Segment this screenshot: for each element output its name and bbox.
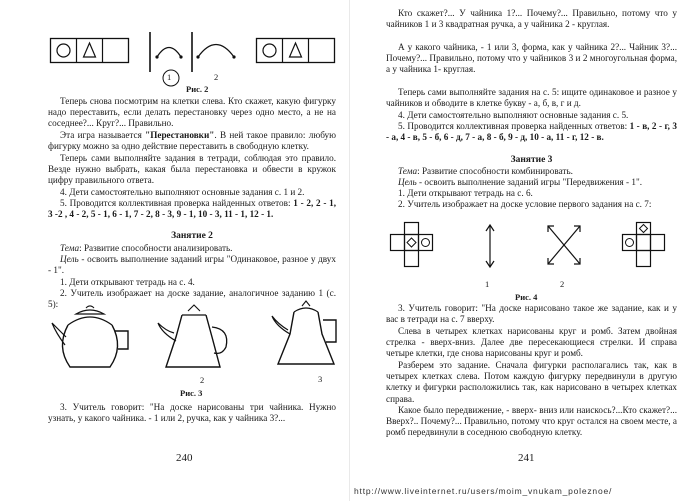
lesson-3-title: Занятие 3 [510,155,553,165]
right-item-4: 4. Дети самостоятельно выполняют основные задания с. 5. [398,110,629,120]
paragraph-instructions: Теперь сами выполняйте задания в тетради, соблюдая это правило. Везде нужно выбрать, какая была перестановка и обвести в кружок цифру правильного ответа. [48,153,336,186]
fig2-options [145,30,240,88]
paragraph-cells-description: Слева в четырех клетках нарисованы круг и ромб. Затем двойная стрелка - вверх-вниз. Далее две пересекающиеся стрелки. И справа четыре клетки, где снова нарисованы круг и ромб. [386,326,677,359]
fig2-label-2: 2 [214,72,219,82]
lesson-2-topic: Тема: Развитие способности анализировать. [60,243,233,253]
teapot-label-2: 2 [200,375,205,385]
teapot-label-3: 3 [318,374,323,384]
lesson-3-item-2: 2. Учитель изображает на доске условие первого задания на с. 7: [398,199,652,209]
paragraph-task: Теперь сами выполняйте задания на с. 5: ищите одинаковое и разное у чайников и обводите в клетке букву - а, б, в, г и д. [386,87,677,109]
teapot-3 [268,300,340,378]
left-page-number: 240 [176,452,193,464]
item-5: 5. Проводится коллективная проверка найденных ответов: 1 - 2, 2 - 1, 3 -2 , 4 - 2, 5 - 1, 6 - 1, 7 - 2, 8 - 3, 9 - 1, 10 - 3, 11 - 1, 12 - 1. [48,198,337,220]
lesson-2-item-3: 3. Учитель говорит: "На доске нарисованы три чайника. Нужно узнать, у какого чайника. - 1 или 2, ручка, как у чайника 3?... [48,402,336,424]
fig4-caption: Рис. 4 [515,292,538,302]
fig4-left-cross-grid [390,222,450,272]
fig3-caption: Рис. 3 [180,388,203,398]
lesson-2-title: Занятие 2 [171,231,213,241]
teapot-2 [156,303,236,379]
fig4-label-2: 2 [560,279,565,289]
item-4: 4. Дети самостоятельно выполняют основные задания с. 1 и 2. [60,187,305,197]
lesson-2-goal: Цель - освоить выполнение заданий игры "Одинаковое, разное у двух - 1". [48,254,336,276]
right-page [350,0,699,501]
teapot-1 [52,303,138,375]
fig2-label-1: 1 [167,72,172,82]
fig2-right-grid [256,38,336,64]
paragraph-intro: Теперь снова посмотрим на клетки слева. Кто скажет, какую фигурку надо переставить, если делать перестановку через одно место, а не на соседнее?... Круг?... Правильно. [48,96,336,129]
fig4-right-cross-grid [622,222,682,272]
lesson-2-item-1: 1. Дети открывают тетрадь на с. 4. [60,277,195,287]
paragraph-teapot-1: Кто скажет?... У чайника 1?... Почему?... Правильно, потому что у чайников 1 и 3 квадратная ручка, а у чайника 2 - круглая. [386,8,677,30]
fig4-vertical-arrow [480,222,500,272]
paragraph-question: Какое было передвижение, - вверх- вниз или наискось?...Кто скажет?... Вверх?.. Почему?... Правильно, потому что круг остался на своем месте, а ромб передвинули в соседнюю свободную клетку. [386,405,677,438]
lesson-3-item-1: 1. Дети открывают тетрадь на с. 6. [398,188,533,198]
lesson-3-item-3: 3. Учитель говорит: "На доске нарисовано такое же задание, как и у вас в тетради на с. 7 вверху. [386,303,677,325]
right-item-5: 5. Проводится коллективная проверка найденных ответов: 1 - в, 2 - г, 3 - а, 4 - в, 5 - б, 6 - д, 7 - а, 8 - б, 9 - д, 10 - а, 11 - г, 12 - в. [386,121,677,143]
lesson-2-item-2: 2. Учитель изображает на доске задание, аналогичное заданию 1 (с. 5): [48,288,336,310]
paragraph-teapot-2: А у какого чайника, - 1 или 3, форма, как у чайника 2?... Чайник 3?... Почему?... Правильно, потому что у чайников 3 и 2 многоугольная форма, а у чайника 1- круглая. [386,42,677,75]
right-page-number: 241 [518,452,535,464]
fig2-left-grid [50,38,130,64]
lesson-3-goal: Цель - освоить выполнение заданий игры "Передвижения - 1". [398,177,643,187]
fig2-caption: Рис. 2 [186,84,209,94]
paragraph-analysis: Разберем это задание. Сначала фигурки располагались так, как в четырех клетках слева. Потом каждую фигурку передвинули в другую клетку и фигурки расположились так, как нарисовано в четырех клетках справа. [386,360,677,404]
watermark-url: http://www.liveinternet.ru/users/moim_vnukam_poleznoe/ [354,486,613,496]
lesson-3-topic: Тема: Развитие способности комбинировать. [398,166,573,176]
fig4-crossing-arrows [542,220,586,272]
fig4-label-1: 1 [485,279,490,289]
paragraph-game-rule: Эта игра называется "Перестановки". В ней такое правило: любую фигурку можно за одно действие переставить в свободную клетку. [48,130,336,152]
